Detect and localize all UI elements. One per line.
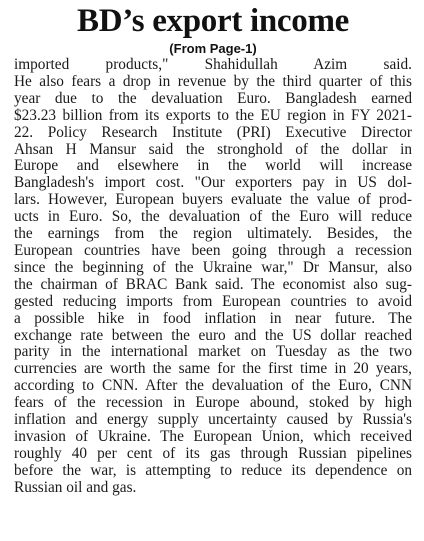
body-line: currencies are worth the same for the first time in 20 years, [14, 360, 412, 378]
body-line: parity in the international market on Tuesday as the two [14, 343, 412, 361]
body-line: imported products," Shahidullah Azim said. [14, 56, 412, 73]
body-line: before the war, is attempting to reduce its dependence on [14, 461, 412, 479]
body-line: since the beginning of the Ukraine war," Dr Mansur, also [14, 258, 412, 276]
body-line: gested reducing imports from European countries to avoid [14, 292, 412, 310]
body-line: the earnings from the region ultimately. Besides, the [14, 225, 412, 243]
body-line: European countries have been going through a recession [14, 241, 412, 259]
body-line: a possible hike in food inflation in near future. The [14, 309, 412, 327]
body-line: according to CNN. After the devaluation of the Euro, CNN [14, 377, 412, 395]
body-line: year due to the devaluation Euro. Bangladesh earned [14, 89, 412, 107]
body-line: lars. However, European buyers evaluate the value of prod- [14, 191, 412, 209]
body-line: 22. Policy Research Institute (PRI) Executive Director [14, 123, 412, 141]
body-line: exchange rate between the euro and the US dollar reached [14, 326, 412, 344]
body-line: Bangladesh's import cost. "Our exporters pay in US dol- [14, 174, 412, 192]
headline: BD’s export income [77, 3, 349, 39]
body-line: $23.23 billion from its exports to the EU region in FY 2021- [14, 106, 412, 124]
body-line: fears of the recession in Europe abound, stoked by high [14, 394, 412, 412]
body-line: Russian oil and gas. [14, 478, 137, 496]
body-line: roughly 40 per cent of its gas through Russian pipelines [14, 444, 412, 462]
body-line: Ahsan H Mansur said the stronghold of the dollar in [14, 140, 412, 158]
article-body [14, 57, 412, 497]
body-line: ucts in Euro. So, the devaluation of the Euro will reduce [14, 208, 412, 226]
body-line: inflation and energy supply uncertainty caused by Russia's [14, 411, 412, 429]
continuation-label: (From Page-1) [169, 41, 257, 56]
body-line: invasion of Ukraine. The European Union, which received [14, 427, 412, 445]
body-line: the chairman of BRAC Bank said. The economist also sug- [14, 275, 412, 293]
body-line: Europe and elsewhere in the world will increase [14, 157, 412, 175]
body-line: He also fears a drop in revenue by the third quarter of this [14, 72, 412, 90]
